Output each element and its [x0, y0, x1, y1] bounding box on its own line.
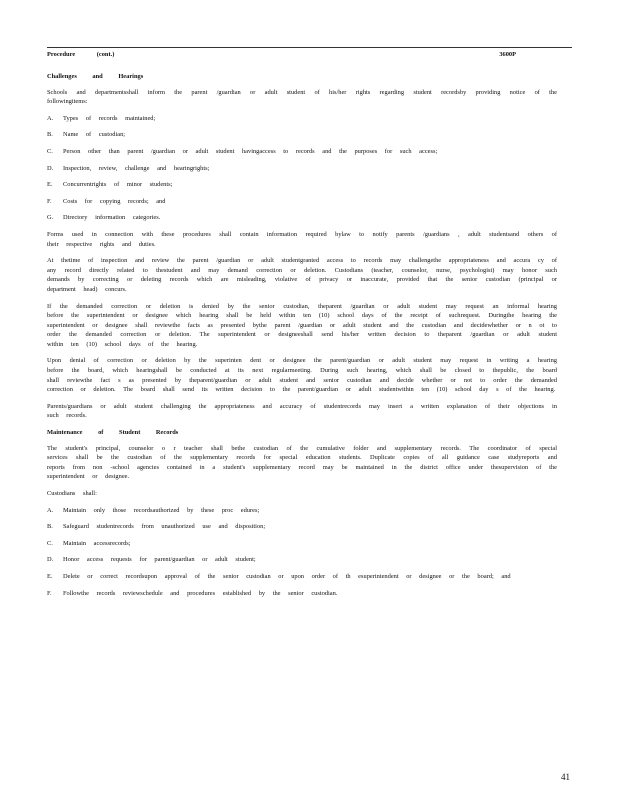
forms-paragraph: Forms used in connection with these procedures shall contain information required bylaw to notify parents /guardians , adult studentsand others of their respective rights and duties.: [47, 230, 557, 248]
document-body: [47, 72, 557, 605]
list-letter: A.: [47, 114, 54, 122]
page-header: [47, 50, 572, 62]
list-item: [47, 522, 557, 532]
challenges-intro: Schools and departmentsshall inform the parent /guardian or adult student of his/her rights regarding student recordsby providing notice of the followingitems:: [47, 88, 557, 106]
list-text: Inspection, review, challenge and hearingrights;: [63, 164, 210, 172]
header-rule: [47, 47, 572, 48]
list-letter: C.: [47, 539, 53, 547]
list-letter: B.: [47, 523, 53, 531]
list-item: [47, 572, 557, 582]
list-letter: E.: [47, 572, 53, 580]
list-letter: D.: [47, 556, 54, 564]
list-letter: D.: [47, 164, 54, 172]
list-text: Name of custodian;: [63, 131, 126, 139]
list-letter: C.: [47, 147, 53, 155]
page-number: 41: [561, 772, 570, 782]
list-text: Costs for copying records; and: [63, 197, 166, 205]
inspection-paragraph: At thetime of inspection and review the parent /guardian or adult studentgranted access to records may challengethe appropriateness and accura cy of any record directly related to thestudent and may demand correction or deletion. Custodians (teacher, counselor, nurse, psychologist) may honor such demands by correcting or deleting records which are misleading, violative of privacy or inaccurate, provided that the senior custodian (principal or department head) concurs.: [47, 257, 557, 293]
list-item: [47, 539, 557, 549]
list-item: [47, 147, 557, 157]
board-hearing-paragraph: Upon denial of correction or deletion by the superinten dent or designee the parent/guardian or adult student may request in writing a hearing before the board, which hearingshall be conducted at its next regularmeeting. During such hearing, which shall be closed to thepublic, the board shall reviewthe fact s as presented by theparent/guardian or adult student and senior custodian and decide whether or not to order the demanded correction or deletion. The board shall send its written decision to the parent/guardian or adult studentwithin ten (10) school day s of the hearing.: [47, 357, 557, 394]
list-text: Types of records maintained;: [63, 114, 156, 122]
section-heading-maintenance: Maintenance of Student Records: [47, 429, 179, 437]
section-heading-challenges: Challenges and Hearings: [47, 73, 144, 80]
list-text: Directory information categories.: [63, 214, 161, 222]
list-text: Followthe records reviewschedule and procedures established by the senior custodian.: [63, 589, 338, 597]
list-text: Maintain only those recordsauthorized by these proc edures;: [63, 506, 260, 514]
list-item: [47, 555, 557, 565]
list-letter: F.: [47, 589, 52, 597]
written-explanation-paragraph: Parents/guardians or adult student challenging the appropriateness and accuracy of studentrecords may insert a written explanation of their objections in such records.: [47, 402, 557, 420]
list-text: Person other than parent /guardian or adult student havingaccess to records and the purposes for such access;: [63, 147, 438, 155]
list-letter: F.: [47, 197, 52, 205]
header-policy-code: 3600P: [499, 51, 516, 58]
list-letter: B.: [47, 131, 53, 139]
list-item: [47, 180, 557, 190]
custodian-paragraph: The student's principal, counselor o r teacher shall bethe custodian of the cumulative folder and supplementary records. The coordinator of special services shall be the custodian of the supplementary records for special education students. Duplicate copies of all guidance case studyreports and reports from non -school agencies contained in a student's supplementary record may be maintained in the district office under thesupervision of the superintendent or designee.: [47, 444, 557, 481]
list-text: Safeguard studentrecords from unauthorized use and disposition;: [63, 523, 266, 531]
list-item: [47, 130, 557, 140]
list-text: Concurrentrights of minor students;: [63, 181, 173, 189]
list-item: [47, 506, 557, 516]
list-item: [47, 114, 557, 124]
list-item: [47, 164, 557, 174]
list-text: Delete or correct recordsupon approval of the senior custodian or upon order of th esuperintendent or designee or the board; and: [63, 572, 511, 580]
list-letter: A.: [47, 506, 54, 514]
header-procedure-label: Procedure (cont.): [47, 51, 115, 58]
list-text: Maintain accessrecords;: [63, 539, 131, 547]
list-item: [47, 589, 557, 599]
list-letter: G.: [47, 214, 54, 222]
list-item: [47, 213, 557, 223]
list-letter: E.: [47, 181, 53, 189]
custodians-shall-label: Custodians shall:: [47, 490, 97, 497]
informal-hearing-paragraph: If the demanded correction or deletion is denied by the senior custodian, theparent /guardian or adult student may request an informal hearing before the superintendent or designee which hearing shall be held within ten (10) school days of the receipt of suchrequest. Duringthe hearing the superintendent or designee shall reviewthe facts as presented bythe parent /guardian or adult student and the custodian and decidewhether or n ot to order the demanded correction or deletion. The superintendent or designeeshall send his/her written decision to theparent /guardian or adult student within ten (10) school days of the hearing.: [47, 302, 557, 348]
list-text: Honor access requests for parent/guardian or adult student;: [63, 556, 256, 564]
list-item: [47, 197, 557, 207]
